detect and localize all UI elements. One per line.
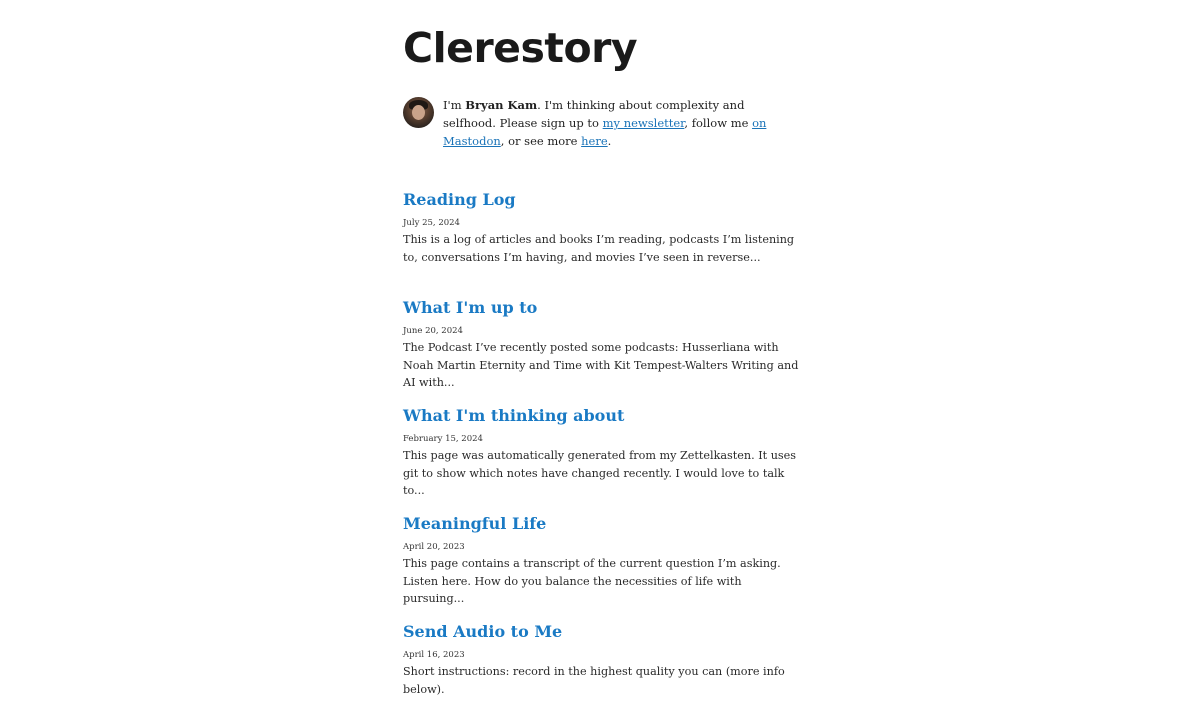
intro-text [443,96,793,150]
post-date: April 16, 2023 [403,650,465,660]
page-content [403,0,803,696]
post-date: July 25, 2024 [403,218,460,228]
post-excerpt: This page was automatically generated from my Zettelkasten. It uses git to show which notes have changed recently. I would love to talk to... [403,449,797,497]
avatar [403,97,434,128]
post-date: April 20, 2023 [403,542,465,552]
newsletter-link[interactable]: my newsletter [602,116,685,130]
site-title[interactable]: Clerestory [403,24,638,72]
intro-follow: , follow me [684,116,753,130]
post-item [403,188,803,296]
post-title-link[interactable]: What I'm up to [403,298,538,317]
post-item [403,296,803,404]
post-excerpt: The Podcast I’ve recently posted some podcasts: Husserliana with Noah Martin Eternity and Time with Kit Tempest-Walters Writing and AI with... [403,341,799,389]
post-title-link[interactable]: Reading Log [403,190,516,209]
post-list [403,188,803,728]
post-title-link[interactable]: Send Audio to Me [403,622,563,641]
author-intro [403,96,803,150]
intro-prefix: I'm [443,98,466,112]
post-date: February 15, 2024 [403,434,483,444]
avatar-face [412,105,425,120]
post-title-link[interactable]: Meaningful Life [403,514,547,533]
post-title-link[interactable]: What I'm thinking about [403,406,625,425]
intro-middle: . I'm thinking about complexity and selfhood. Please sign up to [443,98,745,130]
here-link[interactable]: here [581,134,608,148]
author-name: Bryan Kam [465,98,538,112]
post-item [403,620,803,728]
post-excerpt: This is a log of articles and books I’m reading, podcasts I’m listening to, conversations I’m having, and movies I’ve seen in reverse... [403,233,795,264]
post-excerpt: Short instructions: record in the highest quality you can (more info below). [403,665,785,696]
post-item [403,404,803,512]
intro-see-more: , or see more [500,134,582,148]
post-item [403,512,803,620]
intro-end: . [607,134,612,148]
post-excerpt: This page contains a transcript of the current question I’m asking. Listen here. How do you balance the necessities of life with pursuing... [403,557,781,605]
mastodon-link[interactable]: on Mastodon [443,116,767,148]
post-date: June 20, 2024 [403,326,463,336]
